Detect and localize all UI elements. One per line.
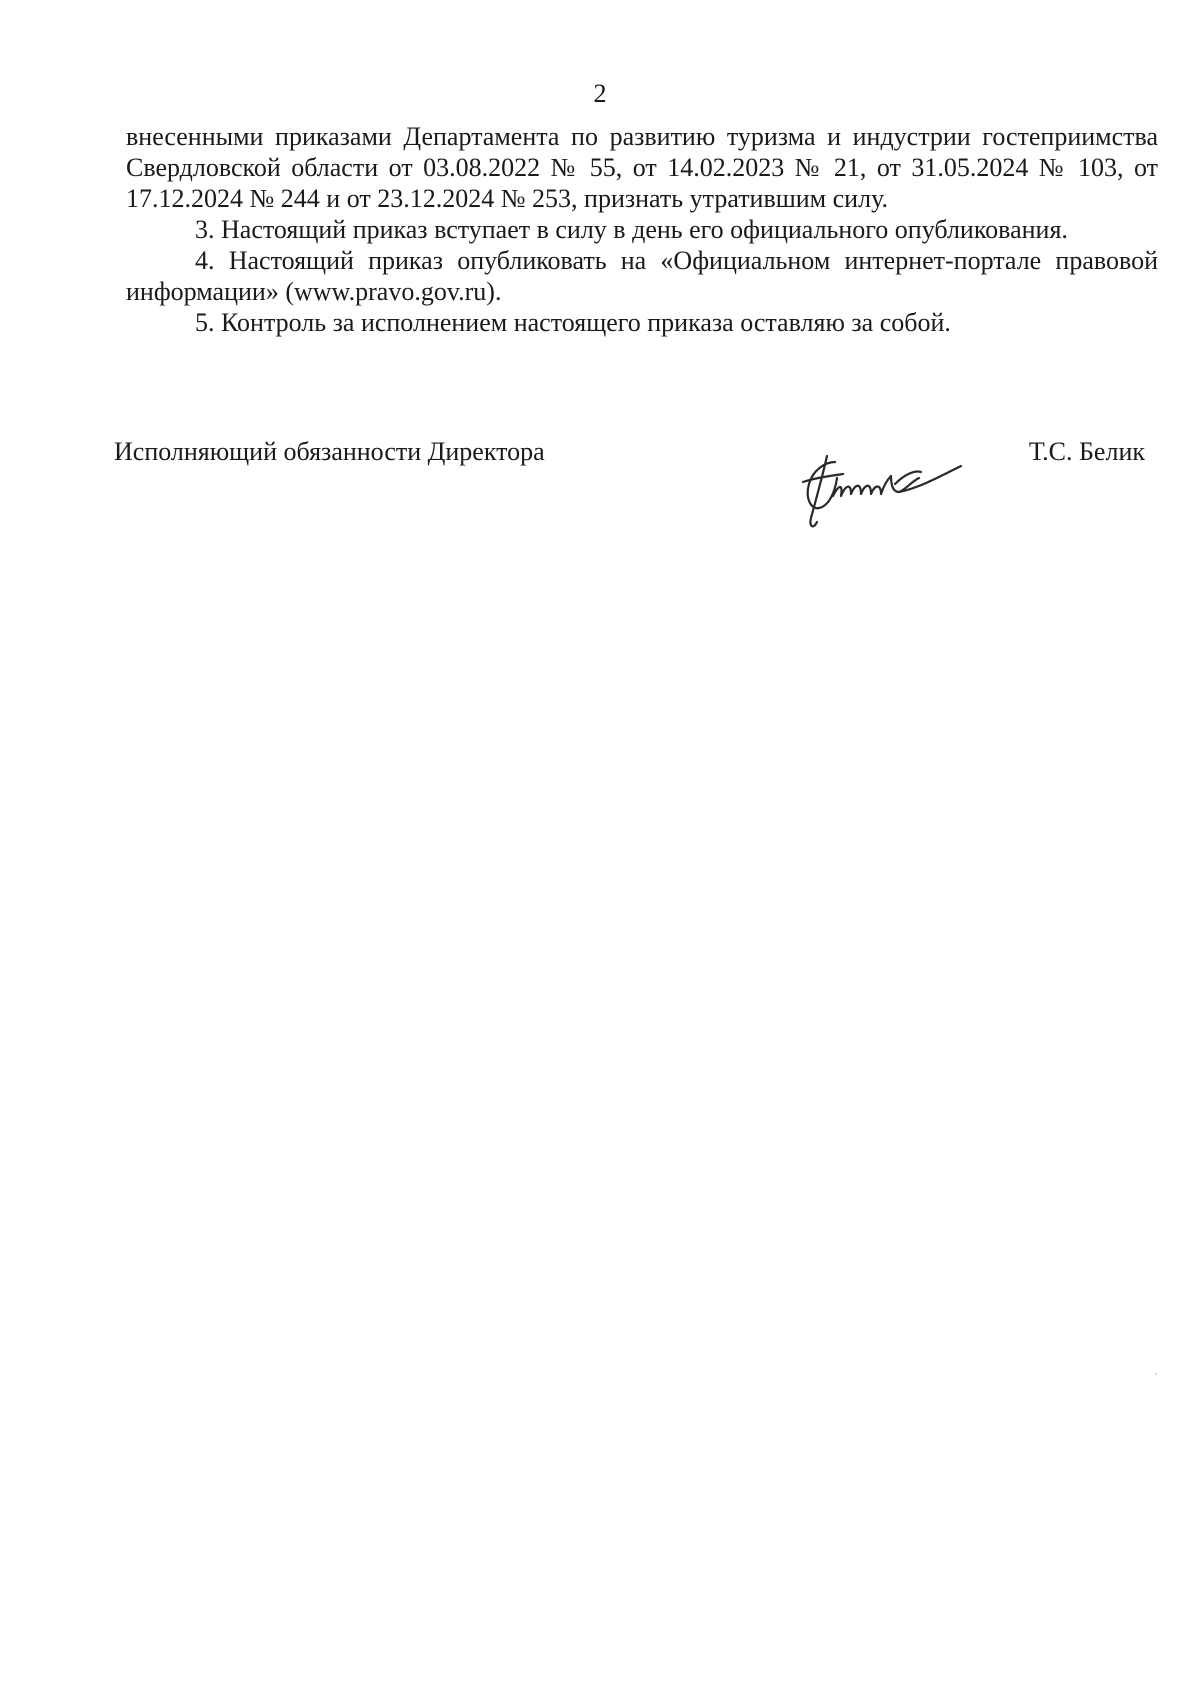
paragraph-item-3: 3. Настоящий приказ вступает в силу в день его официального опубликования. (195, 215, 1068, 244)
paragraph-continuation: внесенными приказами Департамента по развитию туризма и индустрии гостеприимства Свердловской области от 03.08.2022 № 55, от 14.02.2023 № 21, от 31.05.2024 № 103, от 17.12.2024 № 244 и от 23.12.2024 № 253, признать утратившим силу. (126, 122, 1158, 213)
signature-block (0, 436, 1200, 556)
page-number: 2 (593, 79, 607, 108)
scan-artifact (1155, 1373, 1157, 1375)
signature-stroke (833, 476, 919, 496)
signature-stroke (899, 466, 961, 492)
signatory-name: Т.С. Белик (1028, 437, 1145, 466)
signature-stroke (895, 472, 921, 485)
signatory-position: Исполняющий обязанности Директора (114, 437, 545, 466)
paragraph-item-5: 5. Контроль за исполнением настоящего приказа оставляю за собой. (195, 308, 951, 337)
paragraph-item-4: 4. Настоящий приказ опубликовать на «Официальном интернет-портале правовой информации» (www.pravo.gov.ru). (126, 246, 1158, 306)
signature-stroke (810, 456, 827, 526)
handwritten-signature (795, 438, 965, 538)
document-body (126, 121, 1158, 338)
signature-stroke (808, 462, 837, 508)
